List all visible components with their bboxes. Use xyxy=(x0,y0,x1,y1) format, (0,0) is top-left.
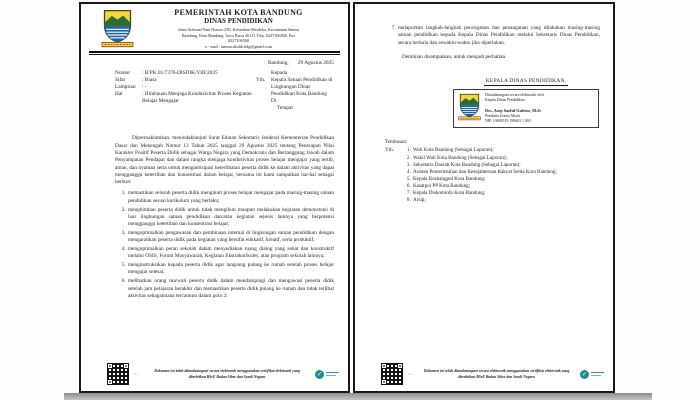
stamp-note: Kepala Dinas Pendidikan xyxy=(485,98,525,103)
meta-row-nomor: Nomor : B/PK.01/7370-DISDIK/VIII/2025 xyxy=(115,70,218,77)
bsre-logo-icon: ✓ xyxy=(580,370,605,379)
meta-row-hal: Hal : Himbauan Menjaga Kondusivitas Proses Kegiatan Belajar Mengajar xyxy=(115,91,252,105)
department-name: DINAS PENDIDIKAN xyxy=(204,17,273,26)
list-item: 7. melaporkan langkah-langkah pencegahan dan penanganan yang dilakukan masing-masing satuan pendidikan kepada Kepala Dinas Pendidikan melalui Sekretaris Dinas Pendidikan, secara berkala dan sewaktu-waktu jika diperlukan. xyxy=(397,25,600,47)
opening-paragraph: Dipermaklumkan, menindaklanjuti Surat Edaran Sekretaris Jenderal Kementerian Pendidikan Dasar dan Menengah Nomor 13 Tahun 2025 tanggal 29 Agustus 2025 tentang Penerapan Nilai Karakter Positif Peserta Didik sebagai Warga Negara yang Demokratis dan Bertanggung Jawab dalam Penyampaian Pendapat dan dalam rangka menjaga kondusivitas proses belajar mengajar yang tertib, aman, dan nyaman serta untuk mengantisipasi keterlibatan peserta didik ke dalam aktivitas yang dapat mengganggu ketertiban dan konsentrasi dalam belajar, bersama ini kami sampaikan hal-hal sebagai berikut: xyxy=(115,135,334,186)
bandung-city-logo-icon xyxy=(458,93,481,121)
closing-line: Demikian disampaikan, untuk menjadi perhatian. xyxy=(402,53,507,60)
tembusan-item: 2. Wakil Wali Kota Bandung (Sebagai Laporan); xyxy=(412,155,557,162)
signatory-nip: NIP. 19690519 199603 1 003 xyxy=(485,118,531,123)
letterhead-divider xyxy=(89,51,340,55)
qr-code-icon xyxy=(381,363,403,385)
signature-block xyxy=(453,69,599,128)
signatory-title: KEPALA DINAS PENDIDIKAN, xyxy=(485,77,567,84)
meta-row-lampiran: Lampiran : - xyxy=(115,84,147,91)
footer-mark: ^ ~ xyxy=(408,371,414,377)
list-item: 2. menghimbau peserta didik untuk tidak mengikuti maupun melakukan kegiatan demonstrasi di luar lingkungan satuan pendidikan dan/atau kegiatan sejenis lainnya yang berpotensi mengganggu ketertiban dan konsentrasi belajar; xyxy=(127,207,334,229)
date-line: Bandung, 29 Agustus 2025 xyxy=(267,60,334,67)
bandung-city-logo-icon xyxy=(101,9,134,48)
address-line: 0227106568 xyxy=(228,38,249,44)
qr-code-icon xyxy=(107,363,129,385)
footer-mark: ^ ~ xyxy=(134,371,140,377)
stamp-note: Ditandatangani secara elektronik oleh xyxy=(485,92,544,97)
letter-page-2 xyxy=(353,2,615,393)
footer-disclaimer: Dokumen ini telah ditandatangani secara elektronik menggunakan sertifikat elektronik yang diterbitkan BSrE Badan Siber dan Sandi Negara xyxy=(154,368,300,379)
list-item: 5. menginstruksikan kepada peserta didik agar langsung pulang ke rumah setelah proses belajar mengajar selesai; xyxy=(127,262,334,277)
digital-signature-footer xyxy=(107,363,340,385)
tembusan-label: Tembusan: xyxy=(385,139,408,146)
meta-row-sifat: Sifat : Biasa xyxy=(115,77,157,84)
list-item: 3. mengoptimalkan pengawasan dan pembinaan internal di lingkungan satuan pendidikan dengan mengarahkan peserta didik pada kegiatan yang bersifat edukatif, kreatif, serta produktif; xyxy=(127,230,334,245)
email-line: e - mail : umum.disdik.bdg@gmail.com xyxy=(204,43,272,49)
address-line: Jalan Achmad Yani Nomor 239, Kelurahan Merdeka, Kecamatan Sumur xyxy=(177,27,300,33)
signatory-rank: Pembina Utama Muda xyxy=(485,113,521,118)
tembusan-item: 1. Wali Kota Bandung (Sebagai Laporan); xyxy=(412,147,557,154)
recipient-block: Kepada Yth. Kepala Satuan Pendidikan di Lingkungan Dinas Pendidikan Kota Bandung Di Tempat xyxy=(256,70,333,112)
page-stack-shadow xyxy=(64,393,652,400)
bsre-logo-icon: ✓ xyxy=(315,370,340,379)
digital-signature-footer xyxy=(381,363,605,385)
tembusan-item: 6. Kasatpol PP Kota Bandung; xyxy=(412,183,557,190)
tembusan-item: 4. Asisten Pemerintahan dan Kesejahteraan Rakyat Setda Kota Bandung; xyxy=(412,169,557,176)
address-line: Bandung, Kota Bandung, Jawa Barat 40113 Telp. 0227106568, Fax xyxy=(181,32,296,38)
tembusan-item: 5. Kepala Kesbangpol Kota Bandung; xyxy=(412,176,557,183)
agency-name: PEMERINTAH KOTA BANDUNG xyxy=(174,8,303,17)
list-item: 6. melibatkan orang tua/wali peserta didik dalam mendampingi dan mengawasi peserta didik setelah jam pelajaran berakhir dan memastikan peserta didik pulang ke rumah dan tidak terlibat aktivitas sebagaimana tercantum dalam poin 2; xyxy=(127,278,334,300)
instruction-list xyxy=(115,190,334,300)
list-item: 4. mengoptimalkan peran sekolah dalam menyediakan ruang dialog yang sehat dan konstruktif melalui OSIS, Forum Musyawarah, Kegiatan Ekstrakurikuler, atau program sekolah lainnya; xyxy=(127,246,334,261)
electronic-signature-stamp xyxy=(453,89,599,128)
footer-disclaimer: Dokumen ini telah ditandatangani secara elektronik menggunakan sertifikat elektronik yang diterbitkan BSrE Badan Siber dan Sandi Negara xyxy=(423,368,570,379)
tembusan-item: 3. Sekretaris Daerah Kota Bandung (Sebagai Laporan); xyxy=(412,162,557,169)
tembusan-item: 7. Kepala Diskominfo Kota Bandung; xyxy=(412,190,557,197)
signatory-name: Drs. Asep Saeful Gufron, M.Si xyxy=(485,107,541,113)
tembusan-list xyxy=(401,147,557,204)
tembusan-block xyxy=(385,139,600,204)
letter-page-1 xyxy=(79,2,350,393)
letter-meta xyxy=(115,70,334,128)
letterhead xyxy=(89,8,340,49)
instruction-list-continued xyxy=(385,25,600,47)
tembusan-item: 8. Arsip; xyxy=(412,197,557,204)
tembusan-yth: Yth. xyxy=(385,147,394,154)
list-item: 1. memastikan seluruh peserta didik mengikuti proses belajar mengajar pada masing-masing satuan pendidikan sesuai kurikulum yang berlaku; xyxy=(127,190,334,205)
